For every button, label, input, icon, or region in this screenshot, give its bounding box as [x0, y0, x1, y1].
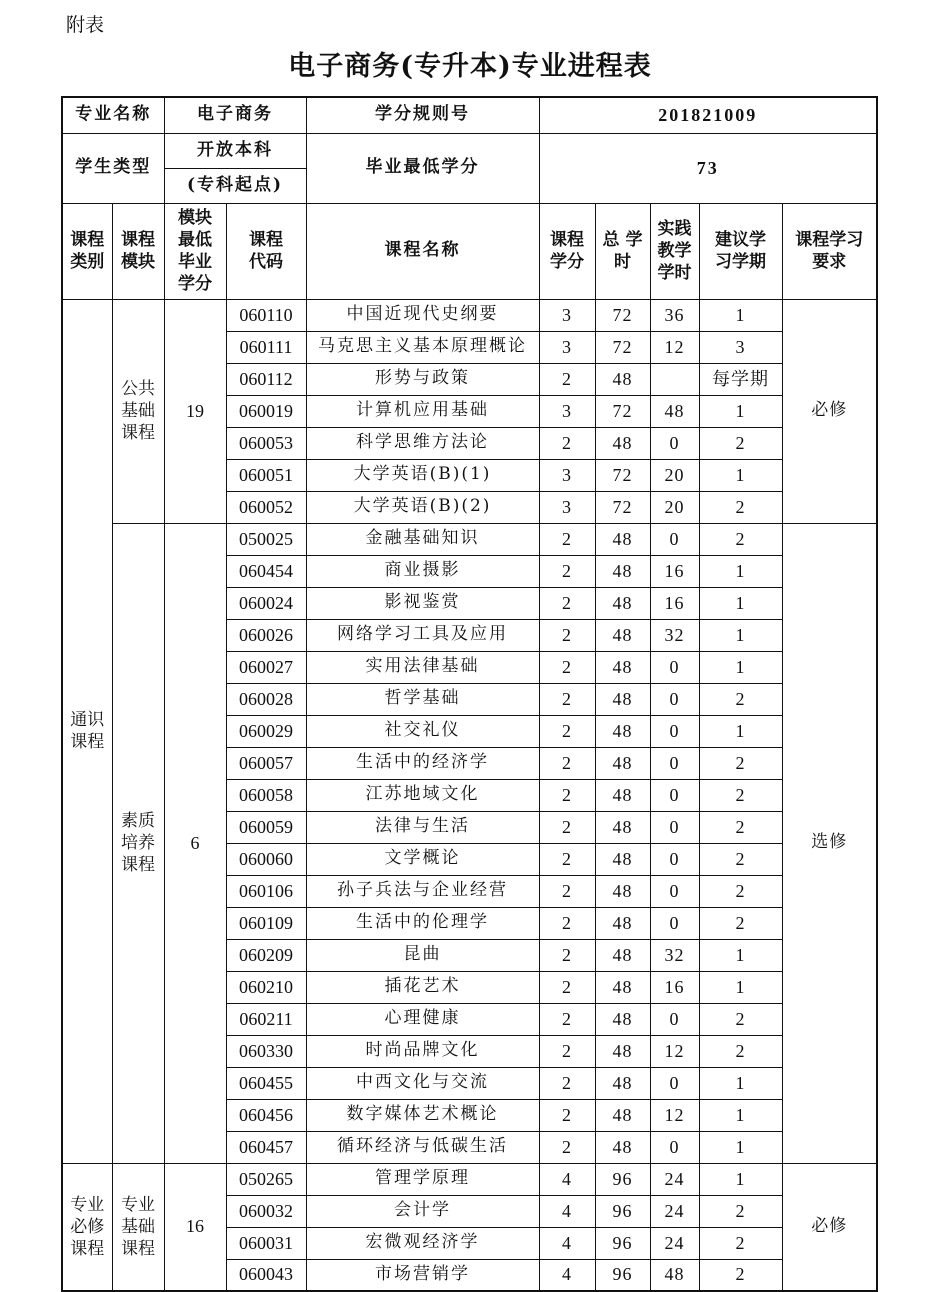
course-total-hours-cell: 48: [595, 907, 650, 939]
course-total-hours-cell: 48: [595, 875, 650, 907]
course-total-hours-cell: 72: [595, 299, 650, 331]
course-category-cell: 通识 课程: [62, 299, 112, 1163]
course-requirement-cell: 选修: [782, 523, 877, 1163]
course-total-hours-cell: 48: [595, 1035, 650, 1067]
course-name-cell: 循环经济与低碳生活: [306, 1131, 539, 1163]
course-module-cell: 公共 基础 课程: [112, 299, 164, 523]
course-credits-cell: 4: [539, 1195, 595, 1227]
course-practice-hours-cell: 36: [650, 299, 699, 331]
course-total-hours-cell: 96: [595, 1195, 650, 1227]
course-practice-hours-cell: 16: [650, 587, 699, 619]
course-practice-hours-cell: 0: [650, 843, 699, 875]
course-credits-cell: 4: [539, 1163, 595, 1195]
credit-rule-label: 学分规则号: [306, 97, 539, 133]
course-credits-cell: 2: [539, 683, 595, 715]
course-credits-cell: 2: [539, 651, 595, 683]
course-name-cell: 中西文化与交流: [306, 1067, 539, 1099]
course-practice-hours-cell: 0: [650, 523, 699, 555]
course-practice-hours-cell: [650, 363, 699, 395]
course-total-hours-cell: 48: [595, 1131, 650, 1163]
course-practice-hours-cell: 0: [650, 747, 699, 779]
course-code-cell: 060211: [226, 1003, 306, 1035]
meta-row-major: [62, 97, 877, 133]
course-credits-cell: 2: [539, 587, 595, 619]
course-term-cell: 1: [699, 459, 782, 491]
course-code-cell: 060454: [226, 555, 306, 587]
course-name-cell: 数字媒体艺术概论: [306, 1099, 539, 1131]
course-practice-hours-cell: 24: [650, 1227, 699, 1259]
course-total-hours-cell: 96: [595, 1163, 650, 1195]
course-term-cell: 每学期: [699, 363, 782, 395]
col-header-term: 建议学 习学期: [699, 203, 782, 299]
course-practice-hours-cell: 48: [650, 395, 699, 427]
course-credits-cell: 2: [539, 779, 595, 811]
course-name-cell: 生活中的伦理学: [306, 907, 539, 939]
course-practice-hours-cell: 0: [650, 683, 699, 715]
course-term-cell: 1: [699, 651, 782, 683]
course-term-cell: 1: [699, 395, 782, 427]
course-term-cell: 2: [699, 875, 782, 907]
table-row: [62, 523, 877, 555]
course-credits-cell: 2: [539, 907, 595, 939]
col-header-requirement: 课程学习 要求: [782, 203, 877, 299]
course-term-cell: 1: [699, 939, 782, 971]
course-practice-hours-cell: 16: [650, 555, 699, 587]
course-name-cell: 计算机应用基础: [306, 395, 539, 427]
course-code-cell: 060032: [226, 1195, 306, 1227]
course-total-hours-cell: 48: [595, 619, 650, 651]
course-total-hours-cell: 48: [595, 779, 650, 811]
major-name-value: 电子商务: [164, 97, 306, 133]
course-code-cell: 060209: [226, 939, 306, 971]
course-credits-cell: 2: [539, 555, 595, 587]
course-code-cell: 050025: [226, 523, 306, 555]
course-name-cell: 昆曲: [306, 939, 539, 971]
course-term-cell: 1: [699, 299, 782, 331]
course-practice-hours-cell: 32: [650, 939, 699, 971]
course-term-cell: 1: [699, 971, 782, 1003]
course-term-cell: 3: [699, 331, 782, 363]
course-credits-cell: 2: [539, 747, 595, 779]
course-term-cell: 1: [699, 1067, 782, 1099]
course-practice-hours-cell: 20: [650, 459, 699, 491]
course-code-cell: 060057: [226, 747, 306, 779]
course-practice-hours-cell: 48: [650, 1259, 699, 1291]
course-term-cell: 2: [699, 1003, 782, 1035]
course-credits-cell: 2: [539, 1099, 595, 1131]
course-name-cell: 形势与政策: [306, 363, 539, 395]
course-name-cell: 大学英语(B)(1): [306, 459, 539, 491]
course-practice-hours-cell: 12: [650, 1099, 699, 1131]
course-name-cell: 会计学: [306, 1195, 539, 1227]
course-credits-cell: 4: [539, 1227, 595, 1259]
table-row: [62, 299, 877, 331]
course-name-cell: 文学概论: [306, 843, 539, 875]
course-practice-hours-cell: 0: [650, 907, 699, 939]
student-type-label: 学生类型: [62, 133, 164, 203]
course-practice-hours-cell: 0: [650, 875, 699, 907]
course-practice-hours-cell: 16: [650, 971, 699, 1003]
course-term-cell: 1: [699, 555, 782, 587]
course-code-cell: 060027: [226, 651, 306, 683]
course-code-cell: 060456: [226, 1099, 306, 1131]
course-name-cell: 市场营销学: [306, 1259, 539, 1291]
course-code-cell: 060019: [226, 395, 306, 427]
course-code-cell: 060457: [226, 1131, 306, 1163]
course-name-cell: 影视鉴赏: [306, 587, 539, 619]
course-module-cell: 素质 培养 课程: [112, 523, 164, 1163]
col-header-practice-hours: 实践 教学 学时: [650, 203, 699, 299]
course-practice-hours-cell: 0: [650, 1003, 699, 1035]
course-total-hours-cell: 48: [595, 1067, 650, 1099]
course-name-cell: 商业摄影: [306, 555, 539, 587]
course-total-hours-cell: 48: [595, 715, 650, 747]
course-name-cell: 江苏地域文化: [306, 779, 539, 811]
course-term-cell: 2: [699, 1035, 782, 1067]
module-min-credits-cell: 16: [164, 1163, 226, 1291]
course-schedule-table: [61, 96, 878, 1292]
min-credits-label: 毕业最低学分: [306, 133, 539, 203]
column-header-row: [62, 203, 877, 299]
course-name-cell: 生活中的经济学: [306, 747, 539, 779]
course-requirement-cell: 必修: [782, 1163, 877, 1291]
page-title: 电子商务(专升本)专业进程表: [288, 51, 652, 82]
course-code-cell: 060455: [226, 1067, 306, 1099]
course-credits-cell: 2: [539, 939, 595, 971]
course-name-cell: 时尚品牌文化: [306, 1035, 539, 1067]
course-term-cell: 2: [699, 683, 782, 715]
course-term-cell: 2: [699, 491, 782, 523]
course-code-cell: 060060: [226, 843, 306, 875]
course-practice-hours-cell: 32: [650, 619, 699, 651]
course-term-cell: 2: [699, 779, 782, 811]
course-term-cell: 2: [699, 1195, 782, 1227]
course-total-hours-cell: 48: [595, 811, 650, 843]
module-min-credits-cell: 6: [164, 523, 226, 1163]
meta-row-student-type-1: [62, 133, 877, 168]
course-term-cell: 1: [699, 1099, 782, 1131]
course-name-cell: 实用法律基础: [306, 651, 539, 683]
course-term-cell: 1: [699, 715, 782, 747]
student-type-line1: 开放本科: [164, 133, 306, 168]
course-practice-hours-cell: 24: [650, 1163, 699, 1195]
course-practice-hours-cell: 0: [650, 427, 699, 459]
course-code-cell: 060109: [226, 907, 306, 939]
course-credits-cell: 2: [539, 363, 595, 395]
course-name-cell: 法律与生活: [306, 811, 539, 843]
course-practice-hours-cell: 24: [650, 1195, 699, 1227]
course-practice-hours-cell: 0: [650, 779, 699, 811]
col-header-credits: 课程 学分: [539, 203, 595, 299]
course-total-hours-cell: 48: [595, 651, 650, 683]
course-practice-hours-cell: 12: [650, 331, 699, 363]
course-name-cell: 科学思维方法论: [306, 427, 539, 459]
course-credits-cell: 4: [539, 1259, 595, 1291]
col-header-code: 课程 代码: [226, 203, 306, 299]
course-total-hours-cell: 96: [595, 1227, 650, 1259]
course-total-hours-cell: 48: [595, 555, 650, 587]
course-total-hours-cell: 96: [595, 1259, 650, 1291]
course-code-cell: 060028: [226, 683, 306, 715]
course-practice-hours-cell: 0: [650, 811, 699, 843]
course-code-cell: 060031: [226, 1227, 306, 1259]
course-credits-cell: 2: [539, 843, 595, 875]
course-practice-hours-cell: 0: [650, 651, 699, 683]
course-term-cell: 2: [699, 1227, 782, 1259]
attachment-label: 附表: [66, 14, 105, 36]
course-term-cell: 2: [699, 907, 782, 939]
course-code-cell: 060106: [226, 875, 306, 907]
course-code-cell: 060058: [226, 779, 306, 811]
course-code-cell: 060029: [226, 715, 306, 747]
course-total-hours-cell: 48: [595, 363, 650, 395]
course-credits-cell: 2: [539, 1003, 595, 1035]
col-header-category: 课程 类别: [62, 203, 112, 299]
course-name-cell: 宏微观经济学: [306, 1227, 539, 1259]
course-name-cell: 插花艺术: [306, 971, 539, 1003]
course-name-cell: 社交礼仪: [306, 715, 539, 747]
course-credits-cell: 2: [539, 619, 595, 651]
course-code-cell: 060026: [226, 619, 306, 651]
course-code-cell: 060053: [226, 427, 306, 459]
course-practice-hours-cell: 0: [650, 1131, 699, 1163]
course-code-cell: 050265: [226, 1163, 306, 1195]
course-code-cell: 060051: [226, 459, 306, 491]
course-total-hours-cell: 48: [595, 843, 650, 875]
course-code-cell: 060210: [226, 971, 306, 1003]
course-name-cell: 金融基础知识: [306, 523, 539, 555]
course-total-hours-cell: 72: [595, 459, 650, 491]
course-credits-cell: 3: [539, 395, 595, 427]
course-total-hours-cell: 48: [595, 971, 650, 1003]
course-credits-cell: 2: [539, 971, 595, 1003]
course-code-cell: 060024: [226, 587, 306, 619]
course-code-cell: 060111: [226, 331, 306, 363]
course-name-cell: 心理健康: [306, 1003, 539, 1035]
course-credits-cell: 3: [539, 331, 595, 363]
course-total-hours-cell: 48: [595, 587, 650, 619]
credit-rule-value: 201821009: [539, 97, 877, 133]
course-name-cell: 马克思主义基本原理概论: [306, 331, 539, 363]
course-term-cell: 2: [699, 427, 782, 459]
course-credits-cell: 2: [539, 715, 595, 747]
min-credits-value: 73: [539, 133, 877, 203]
module-min-credits-cell: 19: [164, 299, 226, 523]
table-row: [62, 1163, 877, 1195]
course-requirement-cell: 必修: [782, 299, 877, 523]
course-name-cell: 网络学习工具及应用: [306, 619, 539, 651]
course-credits-cell: 2: [539, 1131, 595, 1163]
col-header-name: 课程名称: [306, 203, 539, 299]
course-credits-cell: 3: [539, 459, 595, 491]
course-name-cell: 大学英语(B)(2): [306, 491, 539, 523]
course-credits-cell: 2: [539, 523, 595, 555]
course-name-cell: 中国近现代史纲要: [306, 299, 539, 331]
course-total-hours-cell: 48: [595, 1099, 650, 1131]
course-credits-cell: 2: [539, 427, 595, 459]
course-name-cell: 管理学原理: [306, 1163, 539, 1195]
course-total-hours-cell: 48: [595, 523, 650, 555]
course-term-cell: 2: [699, 1259, 782, 1291]
course-total-hours-cell: 48: [595, 939, 650, 971]
course-term-cell: 1: [699, 1163, 782, 1195]
course-code-cell: 060059: [226, 811, 306, 843]
course-credits-cell: 2: [539, 811, 595, 843]
course-term-cell: 1: [699, 1131, 782, 1163]
course-total-hours-cell: 48: [595, 427, 650, 459]
course-name-cell: 孙子兵法与企业经营: [306, 875, 539, 907]
course-term-cell: 1: [699, 619, 782, 651]
course-total-hours-cell: 48: [595, 1003, 650, 1035]
course-code-cell: 060330: [226, 1035, 306, 1067]
course-practice-hours-cell: 0: [650, 715, 699, 747]
course-credits-cell: 3: [539, 299, 595, 331]
course-total-hours-cell: 72: [595, 331, 650, 363]
course-total-hours-cell: 48: [595, 747, 650, 779]
major-name-label: 专业名称: [62, 97, 164, 133]
course-credits-cell: 3: [539, 491, 595, 523]
course-code-cell: 060043: [226, 1259, 306, 1291]
course-total-hours-cell: 72: [595, 395, 650, 427]
course-module-cell: 专业 基础 课程: [112, 1163, 164, 1291]
course-total-hours-cell: 72: [595, 491, 650, 523]
course-term-cell: 2: [699, 747, 782, 779]
course-term-cell: 2: [699, 811, 782, 843]
course-code-cell: 060052: [226, 491, 306, 523]
course-term-cell: 2: [699, 523, 782, 555]
course-term-cell: 1: [699, 587, 782, 619]
student-type-line2: (专科起点): [164, 168, 306, 203]
course-practice-hours-cell: 20: [650, 491, 699, 523]
course-code-cell: 060112: [226, 363, 306, 395]
col-header-module-min-credits: 模块 最低 毕业 学分: [164, 203, 226, 299]
course-code-cell: 060110: [226, 299, 306, 331]
col-header-total-hours: 总 学 时: [595, 203, 650, 299]
course-term-cell: 2: [699, 843, 782, 875]
course-practice-hours-cell: 0: [650, 1067, 699, 1099]
course-total-hours-cell: 48: [595, 683, 650, 715]
course-name-cell: 哲学基础: [306, 683, 539, 715]
course-category-cell: 专业 必修 课程: [62, 1163, 112, 1291]
col-header-module: 课程 模块: [112, 203, 164, 299]
course-credits-cell: 2: [539, 875, 595, 907]
course-practice-hours-cell: 12: [650, 1035, 699, 1067]
course-credits-cell: 2: [539, 1067, 595, 1099]
course-credits-cell: 2: [539, 1035, 595, 1067]
